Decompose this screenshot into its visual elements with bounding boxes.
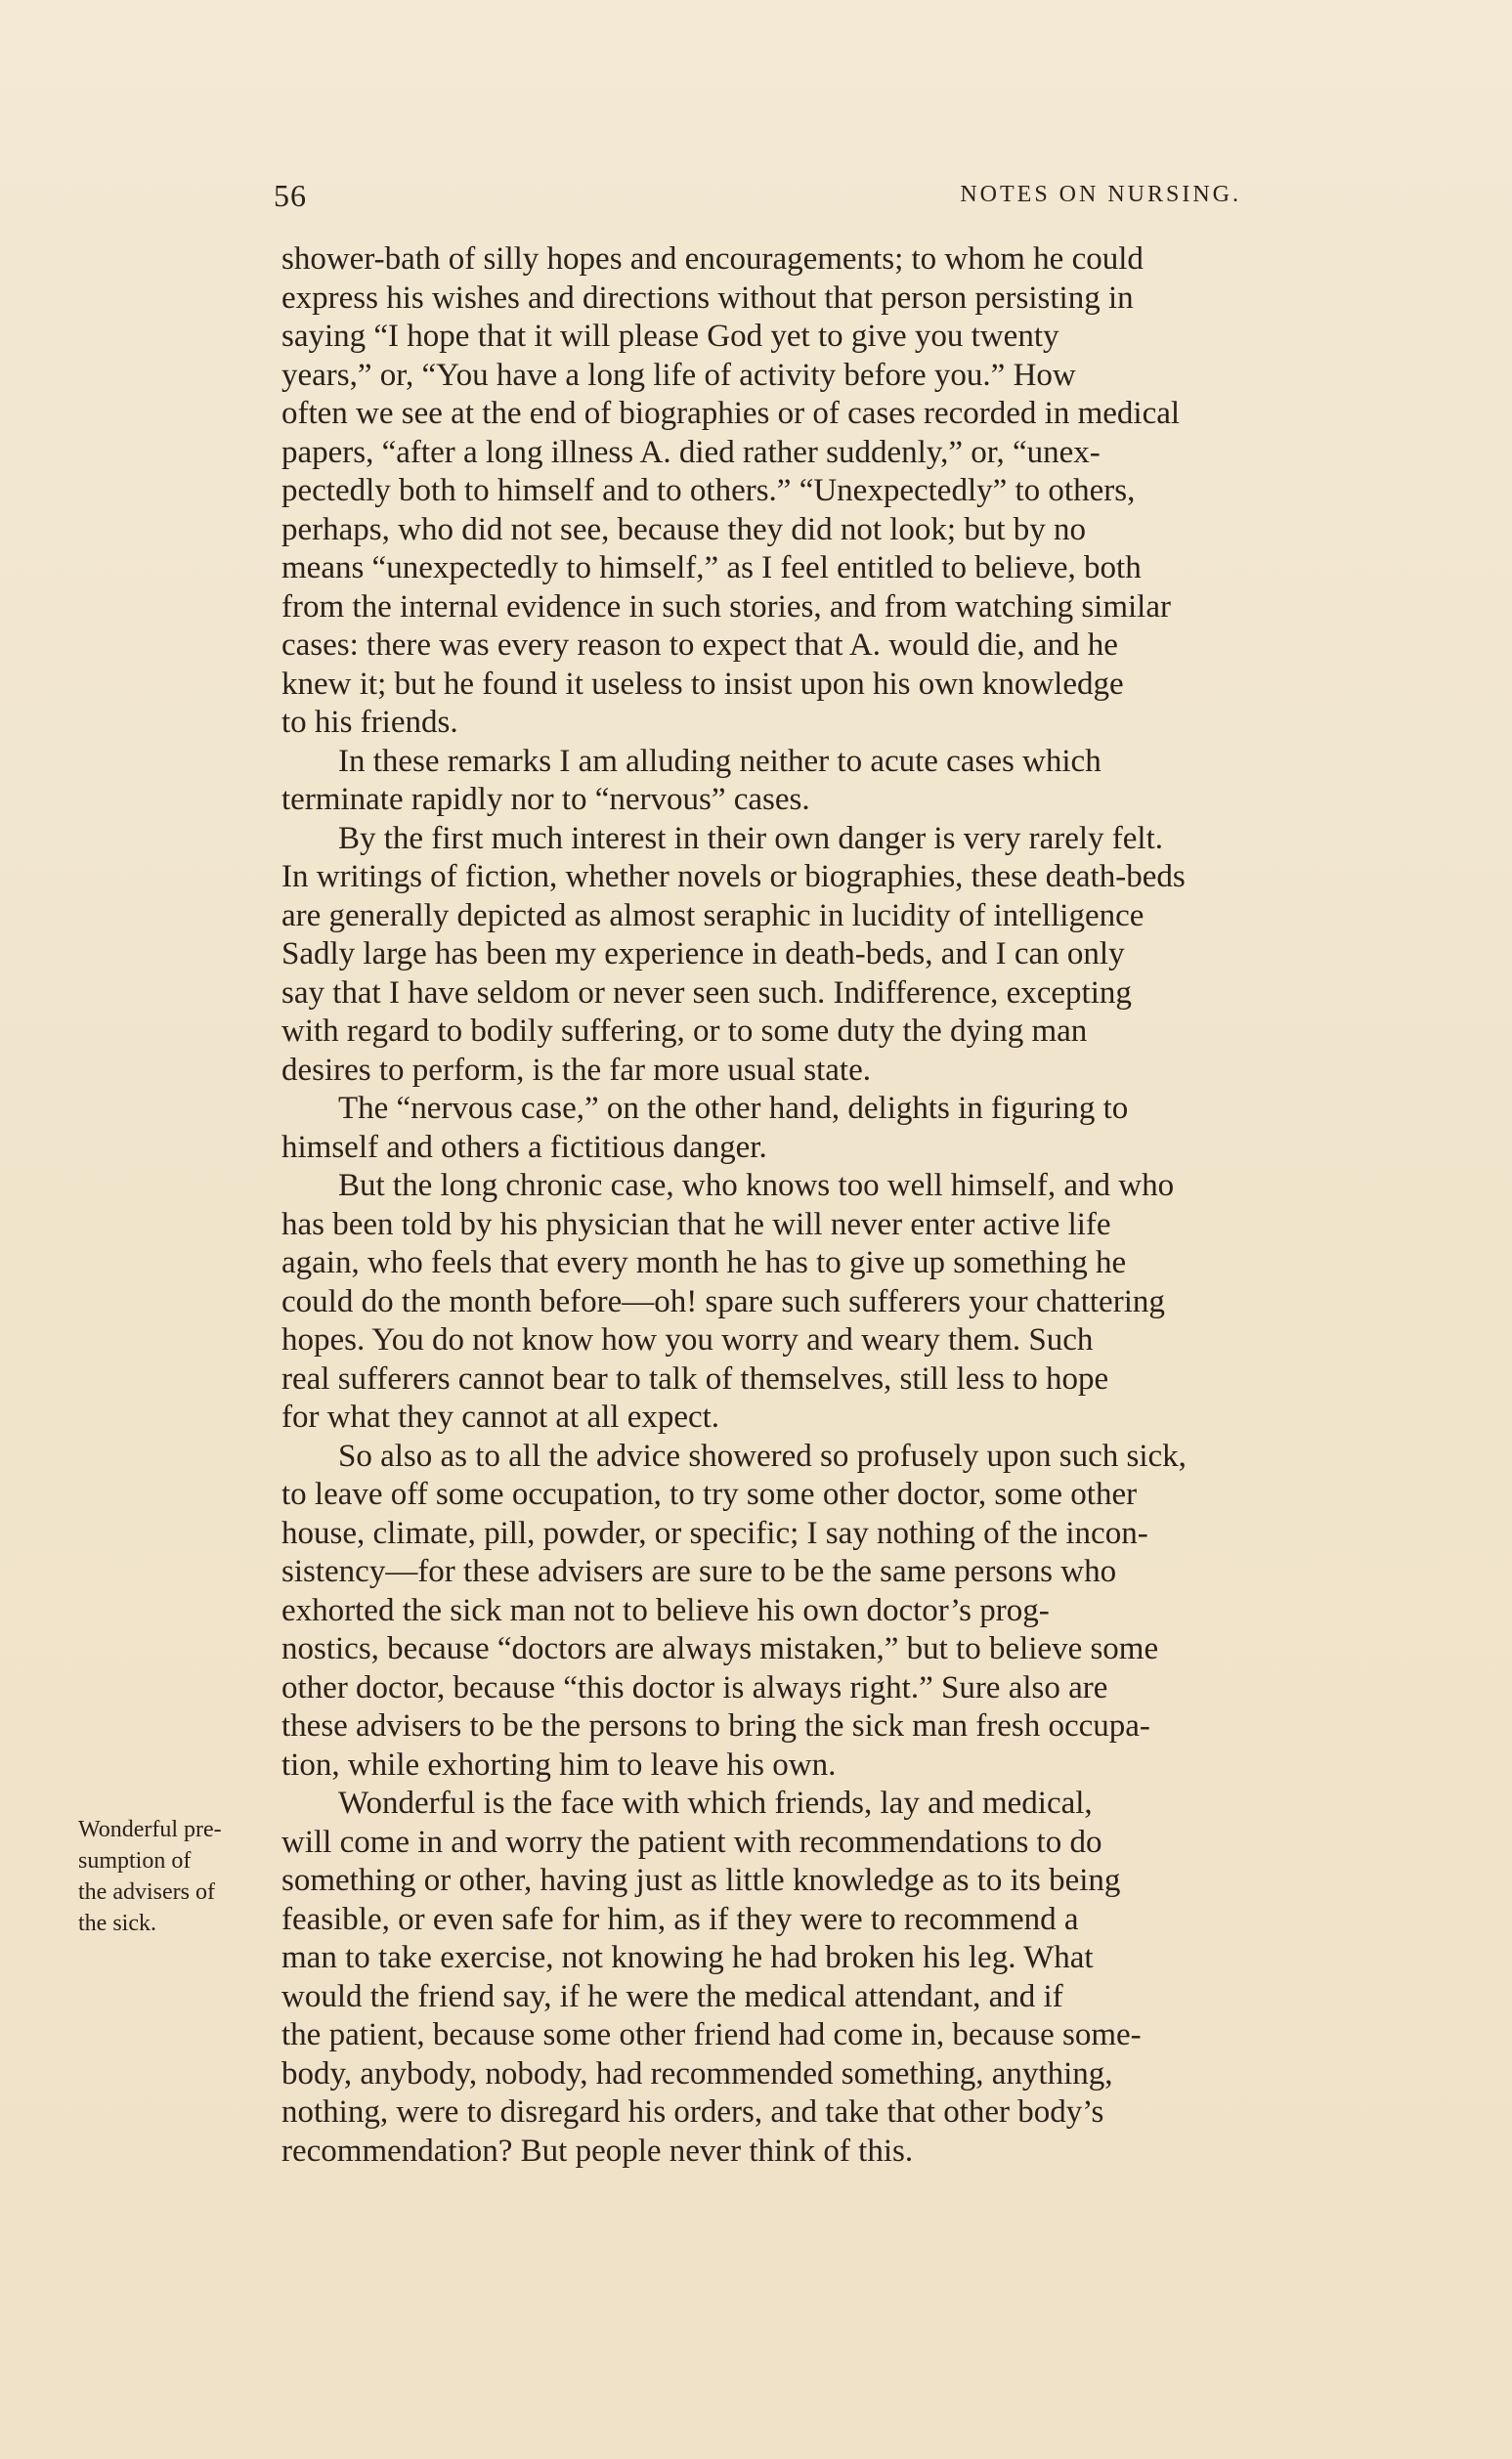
text-line: for what they cannot at all expect. bbox=[281, 1400, 720, 1435]
text-line: these advisers to be the persons to bring the sick man fresh occupa- bbox=[281, 1708, 1150, 1744]
text-line: But the long chronic case, who knows too well himself, and who bbox=[338, 1168, 1175, 1203]
text-line: will come in and worry the patient with recommendations to do bbox=[281, 1824, 1102, 1860]
text-line: nothing, were to disregard his orders, and take that other body’s bbox=[281, 2094, 1104, 2130]
text-line: cases: there was every reason to expect that A. would die, and he bbox=[281, 627, 1118, 663]
text-line: sistency—for these advisers are sure to be the same persons who bbox=[281, 1554, 1117, 1589]
text-line: recommendation? But people never think of this. bbox=[281, 2133, 914, 2169]
text-line: with regard to bodily suffering, or to some duty the dying man bbox=[281, 1014, 1088, 1049]
body-text bbox=[281, 240, 1433, 2171]
text-line: The “nervous case,” on the other hand, delights in figuring to bbox=[338, 1091, 1129, 1126]
text-line: to his friends. bbox=[281, 705, 458, 740]
text-line: years,” or, “You have a long life of activity before you.” How bbox=[281, 357, 1076, 393]
text-line: something or other, having just as little knowledge as to its being bbox=[281, 1863, 1121, 1898]
text-line: exhorted the sick man not to believe his own doctor’s prog- bbox=[281, 1592, 1050, 1628]
text-line: perhaps, who did not see, because they did not look; but by no bbox=[281, 511, 1087, 547]
text-line: means “unexpectedly to himself,” as I feel entitled to believe, both bbox=[281, 550, 1142, 585]
text-line: pectedly both to himself and to others.” “Unexpectedly” to others, bbox=[281, 473, 1136, 508]
text-line: saying “I hope that it will please God yet to give you twenty bbox=[281, 319, 1059, 354]
margin-note-line: sumption of bbox=[78, 1848, 192, 1874]
text-line: By the first much interest in their own danger is very rarely felt. bbox=[338, 820, 1163, 856]
text-line: tion, while exhorting him to leave his own. bbox=[281, 1747, 837, 1783]
text-line: again, who feels that every month he has to give up something he bbox=[281, 1245, 1127, 1280]
text-line: man to take exercise, not knowing he had broken his leg. What bbox=[281, 1940, 1094, 1975]
page-number: 56 bbox=[274, 178, 307, 213]
text-line: hopes. You do not know how you worry and weary them. Such bbox=[281, 1322, 1094, 1358]
text-line: could do the month before—oh! spare such sufferers your chattering bbox=[281, 1283, 1165, 1319]
text-line: say that I have seldom or never seen such. Indifference, excepting bbox=[281, 974, 1132, 1011]
text-line: desires to perform, is the far more usual state. bbox=[281, 1052, 871, 1088]
text-line: feasible, or even safe for him, as if they were to recommend a bbox=[281, 1901, 1079, 1937]
text-line: papers, “after a long illness A. died rather suddenly,” or, “unex- bbox=[281, 434, 1101, 470]
page-header bbox=[274, 178, 1437, 217]
text-line: terminate rapidly nor to “nervous” cases. bbox=[281, 782, 810, 817]
text-line: are generally depicted as almost seraphic in lucidity of intelligence bbox=[281, 897, 1145, 933]
margin-note-line: the sick. bbox=[78, 1911, 156, 1936]
text-line: would the friend say, if he were the medical attendant, and if bbox=[281, 1978, 1063, 2014]
text-line: the patient, because some other friend had come in, because some- bbox=[281, 2017, 1142, 2052]
text-line: express his wishes and directions without that person persisting in bbox=[281, 280, 1134, 316]
margin-note-line: Wonderful pre- bbox=[78, 1817, 222, 1842]
text-line: has been told by his physician that he will never enter active life bbox=[281, 1206, 1111, 1242]
text-line: from the internal evidence in such stories, and from watching similar bbox=[281, 588, 1171, 625]
text-line: house, climate, pill, powder, or specific; I say nothing of the incon- bbox=[281, 1515, 1148, 1551]
margin-note bbox=[78, 1814, 283, 1939]
text-line: shower-bath of silly hopes and encouragements; to whom he could bbox=[281, 241, 1144, 277]
text-line: himself and others a fictitious danger. bbox=[281, 1129, 767, 1165]
text-line: So also as to all the advice showered so profusely upon such sick, bbox=[338, 1438, 1187, 1474]
running-head: NOTES ON NURSING. bbox=[960, 182, 1241, 207]
text-line: real sufferers cannot bear to talk of themselves, still less to hope bbox=[281, 1360, 1109, 1397]
text-line: body, anybody, nobody, had recommended something, anything, bbox=[281, 2055, 1113, 2092]
text-line: often we see at the end of biographies or of cases recorded in medical bbox=[281, 396, 1181, 431]
text-line: In writings of fiction, whether novels or biographies, these death-beds bbox=[281, 859, 1186, 894]
text-line: to leave off some occupation, to try some other doctor, some other bbox=[281, 1477, 1138, 1512]
margin-note-line: the advisers of bbox=[78, 1879, 215, 1905]
text-line: other doctor, because “this doctor is always right.” Sure also are bbox=[281, 1669, 1108, 1705]
text-line: In these remarks I am alluding neither to acute cases which bbox=[338, 743, 1102, 779]
text-line: Sadly large has been my experience in death-beds, and I can only bbox=[281, 936, 1125, 971]
text-line: Wonderful is the face with which friends, lay and medical, bbox=[338, 1786, 1093, 1821]
text-line: nostics, because “doctors are always mistaken,” but to believe some bbox=[281, 1631, 1159, 1666]
text-line: knew it; but he found it useless to insist upon his own knowledge bbox=[281, 666, 1124, 702]
